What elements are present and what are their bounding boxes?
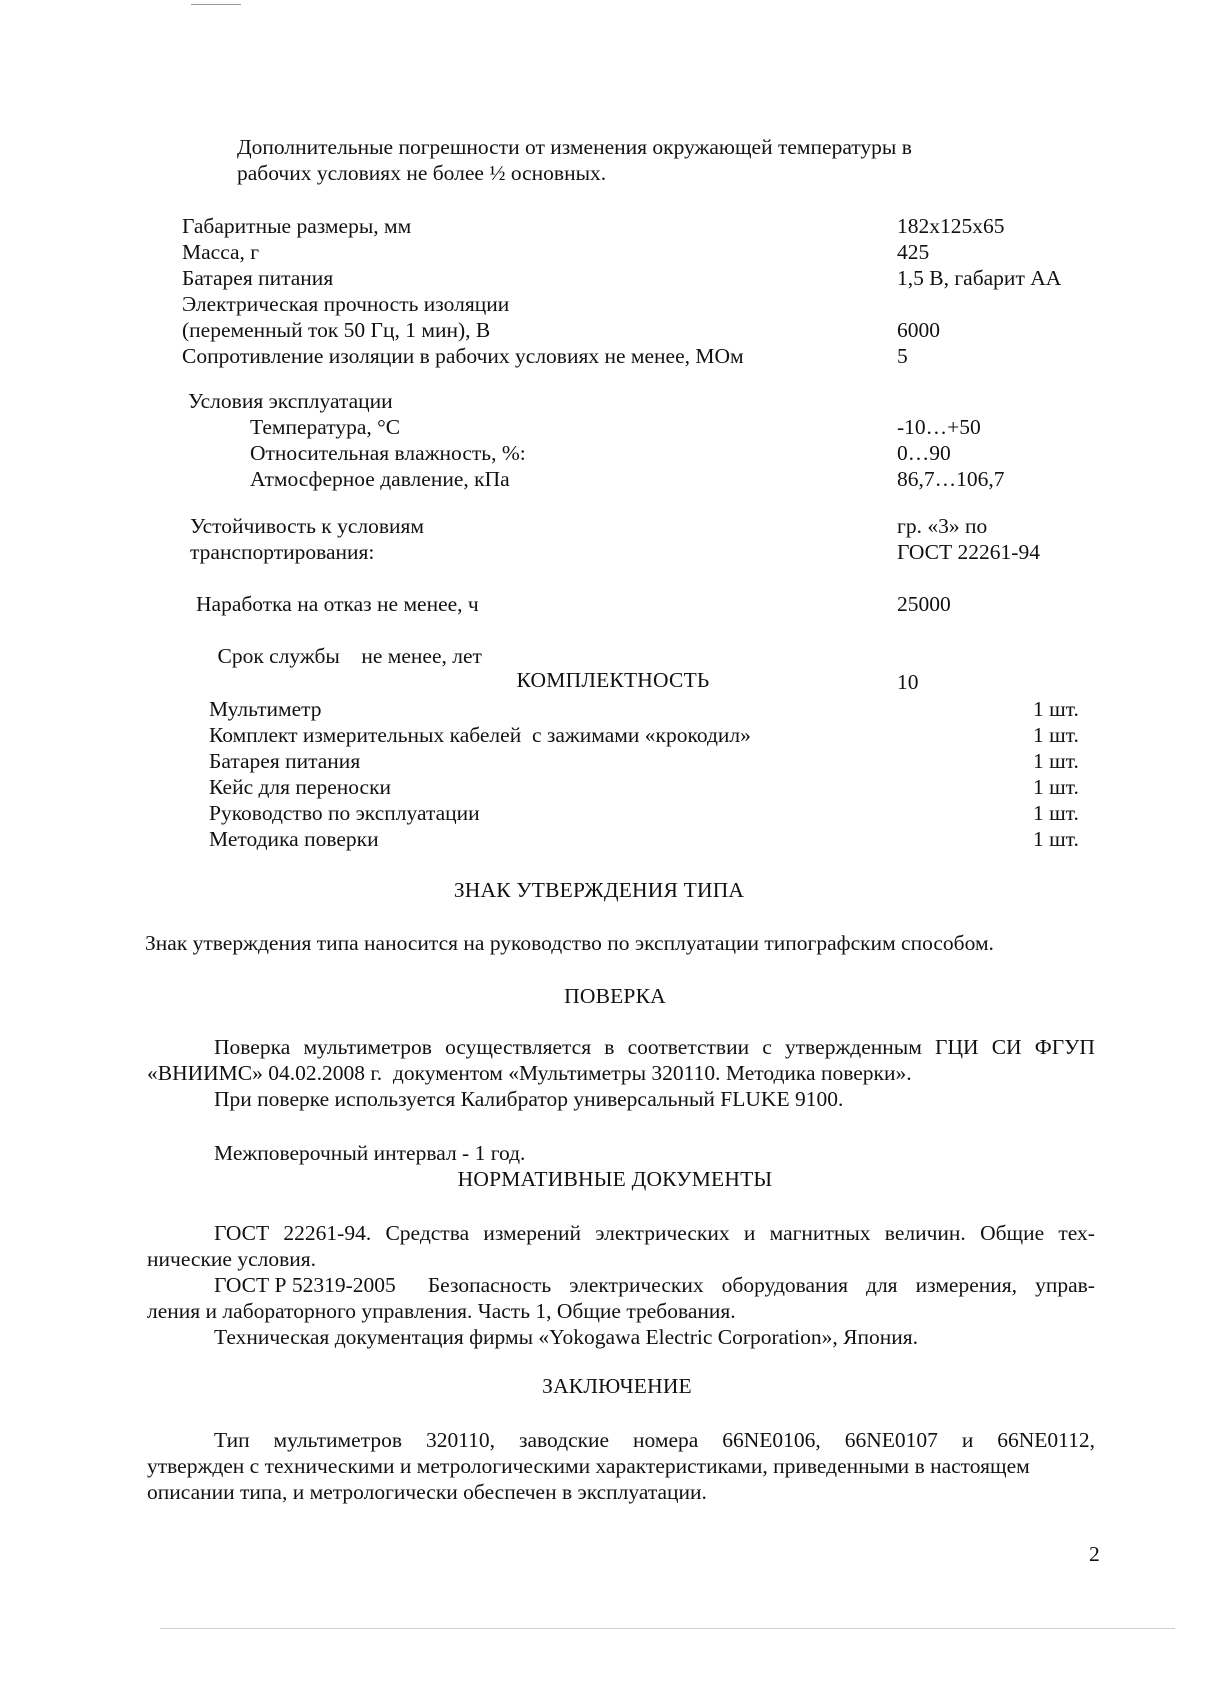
normative-docs-heading: НОРМАТИВНЫЕ ДОКУМЕНТЫ <box>457 1167 773 1191</box>
spec-value: 5 <box>897 344 908 368</box>
condition-label: Относительная влажность, %: <box>250 441 526 465</box>
intro-line-1: Дополнительные погрешности от изменения окружающей температуры в <box>237 135 912 159</box>
normative-doc-2-line-2: ления и лабораторного управления. Часть 1, Общие требования. <box>147 1299 736 1323</box>
spec-dimensions <box>182 213 1082 239</box>
normative-doc-3: Техническая документация фирмы «Yokogawa Electric Corporation», Япония. <box>214 1325 919 1349</box>
kit-item-label: Кейс для переноски <box>209 775 392 799</box>
condition-label: Температура, °C <box>250 415 401 439</box>
spec-label: Масса, г <box>182 240 260 264</box>
kit-item-label: Методика поверки <box>209 827 379 851</box>
kit-item-qty: 1 шт. <box>1033 801 1079 825</box>
spec-value: 182x125x65 <box>897 214 1005 238</box>
transport-label-2: транспортирования: <box>190 540 375 564</box>
condition-temperature <box>250 414 1100 440</box>
spec-value: 6000 <box>897 318 940 342</box>
transport-label-1: Устойчивость к условиям <box>190 514 425 538</box>
condition-value: -10…+50 <box>897 415 981 439</box>
reliability-label: Срок службы не менее, лет <box>217 644 482 668</box>
kit-item-label: Мультиметр <box>209 697 322 721</box>
verification-interval: Межповерочный интервал - 1 год. <box>214 1141 526 1165</box>
spec-mass <box>182 239 1082 265</box>
conclusion-line-1: Тип мультиметров 320110, заводские номера 66NE0106, 66NE0107 и 66NE0112, <box>214 1428 1095 1452</box>
conclusion-heading: ЗАКЛЮЧЕНИЕ <box>542 1374 692 1398</box>
reliability-mtbf <box>196 591 1096 617</box>
condition-pressure <box>250 466 1100 492</box>
kit-item-qty: 1 шт. <box>1033 775 1079 799</box>
reliability-value: 10 <box>897 670 919 694</box>
kit-item <box>209 800 1109 826</box>
approval-mark-text: Знак утверждения типа наносится на руководство по эксплуатации типографским способом. <box>145 931 994 955</box>
kit-item <box>209 774 1109 800</box>
scan-artifact-top <box>191 4 241 5</box>
approval-mark-heading: ЗНАК УТВЕРЖДЕНИЯ ТИПА <box>453 878 745 902</box>
intro-line-2: рабочих условиях не более ½ основных. <box>237 161 607 185</box>
verification-heading: ПОВЕРКА <box>564 984 666 1008</box>
spec-label: Габаритные размеры, мм <box>182 214 412 238</box>
condition-humidity <box>250 440 1100 466</box>
spec-label: Батарея питания <box>182 266 334 290</box>
spec-value: 1,5 В, габарит АА <box>897 266 1062 290</box>
verification-paragraph <box>147 1034 1095 1112</box>
transport-value-1: гр. «3» по <box>897 514 988 538</box>
normative-doc-2-line-1: ГОСТ Р 52319-2005 Безопасность электрических оборудования для измерения, управ- <box>214 1273 1095 1297</box>
kit-item-qty: 1 шт. <box>1033 723 1079 747</box>
kit-item <box>209 748 1109 774</box>
condition-value: 86,7…106,7 <box>897 467 1005 491</box>
spec-insulation-resistance <box>182 343 1082 369</box>
kit-item <box>209 826 1109 852</box>
spec-label: Сопротивление изоляции в рабочих условиях не менее, МОм <box>182 344 744 368</box>
kit-heading: КОМПЛЕКТНОСТЬ <box>516 668 710 692</box>
kit-item-label: Батарея питания <box>209 749 361 773</box>
kit-item <box>209 722 1109 748</box>
reliability-value: 25000 <box>897 592 951 616</box>
spec-insulation-strength <box>182 317 1082 343</box>
operating-conditions-title: Условия эксплуатации <box>188 389 393 413</box>
kit-item-label: Руководство по эксплуатации <box>209 801 480 825</box>
conclusion-paragraph <box>147 1427 1095 1505</box>
conclusion-line-2: утвержден с техническими и метрологическими характеристиками, приведенными в настоящем <box>147 1454 1030 1478</box>
spec-label: (переменный ток 50 Гц, 1 мин), В <box>182 318 491 342</box>
verification-calibrator: При поверке используется Калибратор универсальный FLUKE 9100. <box>214 1087 844 1111</box>
kit-item-qty: 1 шт. <box>1033 749 1079 773</box>
condition-value: 0…90 <box>897 441 951 465</box>
spec-value: 425 <box>897 240 930 264</box>
reliability-label: Наработка на отказ не менее, ч <box>196 592 479 616</box>
kit-item-label: Комплект измерительных кабелей с зажимами «крокодил» <box>209 723 751 747</box>
verification-line-2: «ВНИИМС» 04.02.2008 г. документом «Мультиметры 320110. Методика поверки». <box>147 1061 912 1085</box>
normative-doc-1-line-2: нические условия. <box>147 1247 317 1271</box>
condition-label: Атмосферное давление, кПа <box>250 467 510 491</box>
spec-insulation-strength-label-1: Электрическая прочность изоляции <box>182 292 510 316</box>
kit-item-qty: 1 шт. <box>1033 827 1079 851</box>
kit-item-qty: 1 шт. <box>1033 697 1079 721</box>
spec-battery <box>182 265 1082 291</box>
kit-item <box>209 696 1109 722</box>
scan-artifact-bottom <box>160 1628 1175 1629</box>
page-number: 2 <box>1089 1542 1100 1566</box>
normative-doc-1-line-1: ГОСТ 22261-94. Средства измерений электрических и магнитных величин. Общие тех- <box>214 1221 1095 1245</box>
conclusion-line-3: описании типа, и метрологически обеспечен в эксплуатации. <box>147 1480 707 1504</box>
verification-line-1: Поверка мультиметров осуществляется в соответствии с утвержденным ГЦИ СИ ФГУП <box>214 1035 1095 1059</box>
transport-value-2: ГОСТ 22261-94 <box>897 540 1040 564</box>
normative-docs-list <box>147 1220 1095 1350</box>
